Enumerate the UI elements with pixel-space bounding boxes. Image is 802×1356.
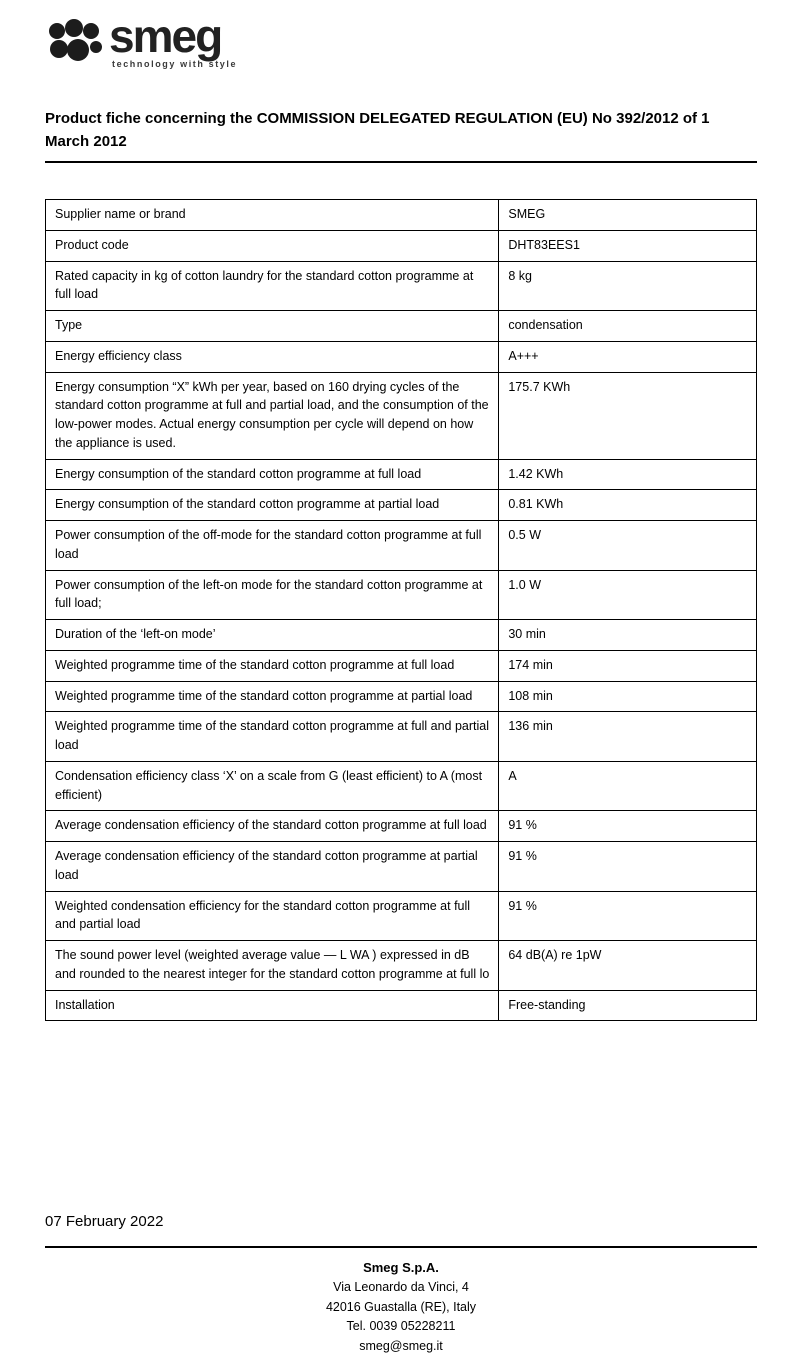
table-row <box>46 372 757 459</box>
table-row <box>46 261 757 311</box>
row-value: 0.81 KWh <box>499 490 757 521</box>
row-label: Energy efficiency class <box>46 341 499 372</box>
footer-email: smeg@smeg.it <box>359 1338 443 1353</box>
row-label: Weighted condensation efficiency for the standard cotton programme at full and partial load <box>46 891 499 941</box>
row-value: 0.5 W <box>499 521 757 571</box>
table-row <box>46 761 757 811</box>
table-row <box>46 490 757 521</box>
row-label: Rated capacity in kg of cotton laundry for the standard cotton programme at full load <box>46 261 499 311</box>
footer-address-line1: Via Leonardo da Vinci, 4 <box>333 1280 469 1295</box>
row-label: Supplier name or brand <box>46 200 499 231</box>
row-label: Average condensation efficiency of the standard cotton programme at partial load <box>46 842 499 892</box>
row-value: condensation <box>499 311 757 342</box>
product-fiche-table <box>45 199 757 1021</box>
table-row <box>46 459 757 490</box>
row-label: Energy consumption of the standard cotton programme at partial load <box>46 490 499 521</box>
table-row <box>46 941 757 991</box>
row-value: 1.0 W <box>499 570 757 620</box>
row-label: Power consumption of the off-mode for the standard cotton programme at full load <box>46 521 499 571</box>
row-label: Condensation efficiency class ‘X’ on a scale from G (least efficient) to A (most efficient) <box>46 761 499 811</box>
table-row <box>46 341 757 372</box>
logo-text-block <box>109 10 238 70</box>
table-row <box>46 311 757 342</box>
row-value: 8 kg <box>499 261 757 311</box>
row-label: Type <box>46 311 499 342</box>
document-title: Product fiche concerning the COMMISSION DELEGATED REGULATION (EU) No 392/2012 of 1 March 2012 <box>45 110 710 150</box>
footer-divider <box>45 1246 757 1248</box>
row-value: 108 min <box>499 681 757 712</box>
table-row <box>46 230 757 261</box>
company-footer <box>45 1258 757 1356</box>
brand-name: smeg <box>109 10 222 62</box>
row-label: The sound power level (weighted average value — L WA ) expressed in dB and rounded to the nearest integer for the standard cotton programme at full lo <box>46 941 499 991</box>
footer-company-name: Smeg S.p.A. <box>363 1260 439 1276</box>
row-label: Average condensation efficiency of the standard cotton programme at full load <box>46 811 499 842</box>
row-value: 91 % <box>499 891 757 941</box>
row-value: Free-standing <box>499 990 757 1021</box>
row-value: 174 min <box>499 650 757 681</box>
row-value: 1.42 KWh <box>499 459 757 490</box>
row-value: 64 dB(A) re 1pW <box>499 941 757 991</box>
smeg-logo <box>45 10 757 84</box>
footer-address-line2: 42016 Guastalla (RE), Italy <box>325 1299 477 1314</box>
row-value: A <box>499 761 757 811</box>
row-value: SMEG <box>499 200 757 231</box>
row-label: Weighted programme time of the standard cotton programme at full load <box>46 650 499 681</box>
table-row <box>46 521 757 571</box>
table-row <box>46 811 757 842</box>
row-label: Power consumption of the left-on mode for the standard cotton programme at full load; <box>46 570 499 620</box>
table-row <box>46 990 757 1021</box>
row-value: DHT83EES1 <box>499 230 757 261</box>
row-label: Product code <box>46 230 499 261</box>
row-value: 136 min <box>499 712 757 762</box>
row-value: 91 % <box>499 842 757 892</box>
row-label: Installation <box>46 990 499 1021</box>
table-row <box>46 650 757 681</box>
table-row <box>46 570 757 620</box>
table-row <box>46 891 757 941</box>
table-row <box>46 620 757 651</box>
title-divider <box>45 161 757 163</box>
document-date: 07 February 2022 <box>45 1213 164 1231</box>
row-value: A+++ <box>499 341 757 372</box>
table-row <box>46 842 757 892</box>
footer-phone: Tel. 0039 05228211 <box>346 1319 456 1334</box>
smeg-logo-dots-icon <box>45 18 105 68</box>
row-label: Weighted programme time of the standard cotton programme at full and partial load <box>46 712 499 762</box>
row-label: Weighted programme time of the standard cotton programme at partial load <box>46 681 499 712</box>
row-label: Energy consumption “X” kWh per year, based on 160 drying cycles of the standard cotton programme at full and partial load, and the consumption of the low-power modes. Actual energy consumption per cycle will depend on how the appliance is used. <box>46 372 499 459</box>
row-value: 175.7 KWh <box>499 372 757 459</box>
row-value: 91 % <box>499 811 757 842</box>
row-label: Energy consumption of the standard cotton programme at full load <box>46 459 499 490</box>
table-row <box>46 712 757 762</box>
row-value: 30 min <box>499 620 757 651</box>
row-label: Duration of the ‘left-on mode’ <box>46 620 499 651</box>
brand-tagline: technology with style <box>112 59 238 70</box>
table-row <box>46 200 757 231</box>
table-row <box>46 681 757 712</box>
